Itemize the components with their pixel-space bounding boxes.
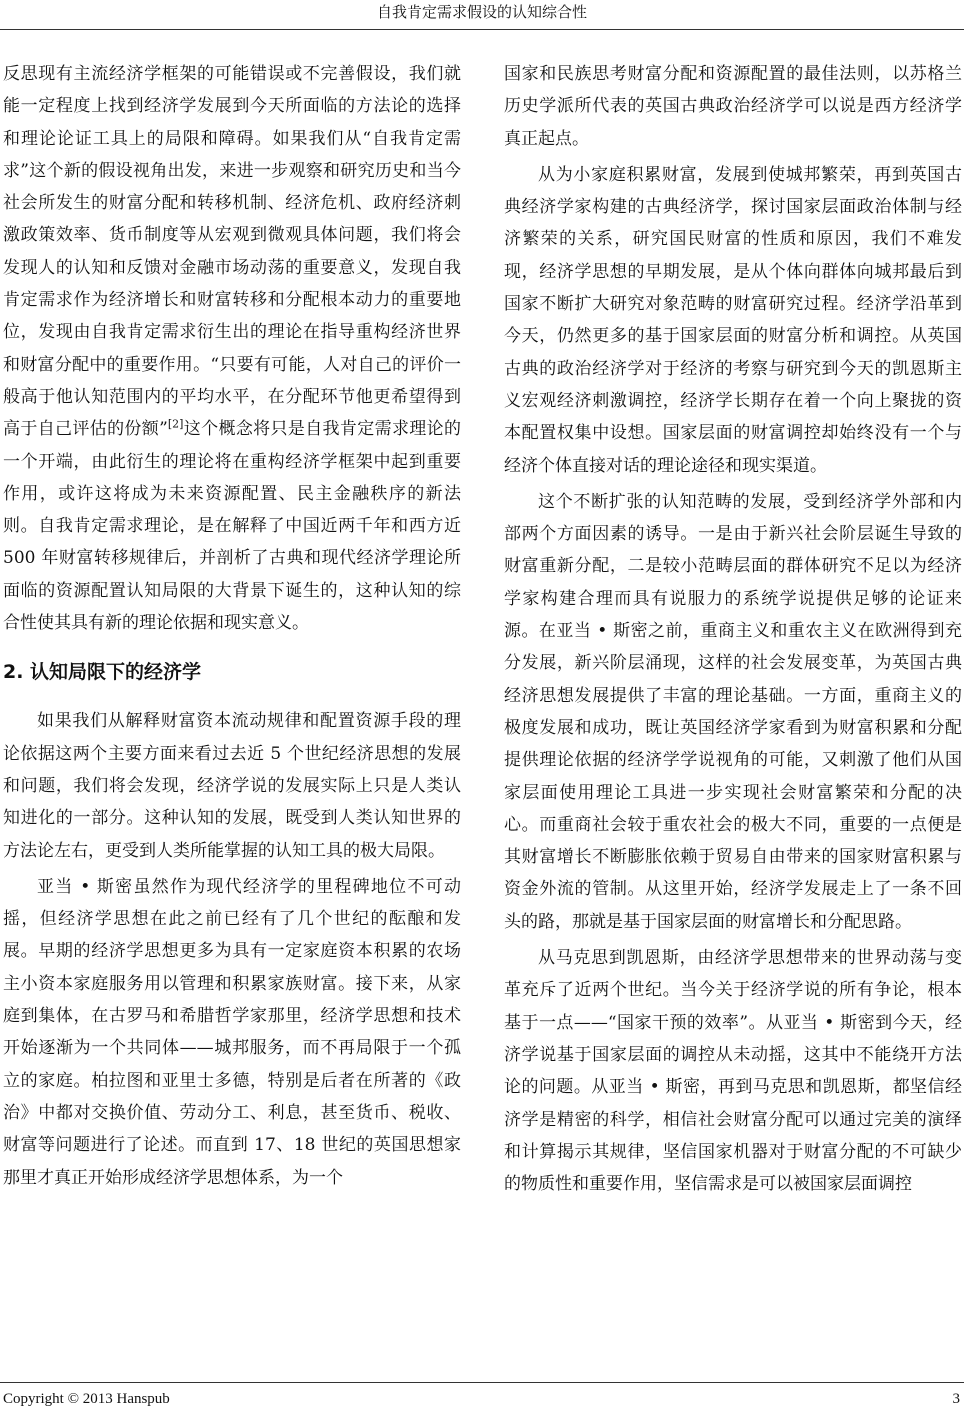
paragraph: 从为小家庭积累财富，发展到使城邦繁荣，再到英国古典经济学家构建的古典经济学，探讨国家层面政治体制与经济繁荣的关系，研究国民财富的性质和原因，我们不难发现，经济学思想的早期发展，是从个体向群体向城邦最后到国家不断扩大研究对象范畴的财富研究过程。经济学沿革到今天，仍然更多的基于国家层面的财富分析和调控。从英国古典的政治经济学对于经济的考察与研究到今天的凯恩斯主义宏观经济刺激调控，经济学长期存在着一个向上聚拢的资本配置权集中设想。国家层面的财富调控却始终没有一个与经济个体直接对话的理论途径和现实渠道。 [504,164,962,476]
paragraph-text: 这个概念将只是自我肯定需求理论的一个开端，由此衍生的理论将在重构经济学框架中起到重要作用，或许这将成为未来资源配置、民主金融秩序的新法则。自我肯定需求理论，是在解释了中国近两千年和西方近 500 年财富转移规律后，并剖析了古典和现代经济学理论所面临的资源配置认知局限的大背景下诞生的，这种认知的综合性使其具有新的理论依据和现实意义。 [3,419,461,634]
page-number: 3 [952,1391,960,1407]
paragraph: 国家和民族思考财富分配和资源配置的最佳法则，以苏格兰历史学派所代表的英国古典政治经济学可以说是西方经济学真正起点。 [504,64,962,149]
right-column [504,58,962,1370]
citation-ref: [2] [167,417,184,431]
left-column [3,58,461,1370]
copyright-notice: Copyright © 2013 Hanspub [3,1391,170,1407]
running-header-title: 自我肯定需求假设的认知综合性 [376,3,587,21]
paragraph-text: 反思现有主流经济学框架的可能错误或不完善假设，我们就能一定程度上找到经济学发展到今天所面临的方法论的选择和理论论证工具上的局限和障碍。如果我们从“自我肯定需求”这个新的假设视角出发，来进一步观察和研究历史和当今社会所发生的财富分配和转移机制、经济危机、政府经济刺激政策效率、货币制度等从宏观到微观具体问题，我们将会发现人的认知和反馈对金融市场动荡的重要意义，发现自我肯定需求作为经济增长和财富转移和分配根本动力的重要地位，发现由自我肯定需求衍生出的理论在指导重构经济世界和财富分配中的重要作用。“只要有可能，人对自己的评价一般高于他认知范围内的平均水平，在分配环节他更希望得到高于自己评估的份额” [3,64,461,440]
paragraph: 这个不断扩张的认知范畴的发展，受到经济学外部和内部两个方面因素的诱导。一是由于新兴社会阶层诞生导致的财富重新分配，二是较小范畴层面的群体研究不足以为经济学家构建合理而具有说服力的系统学说提供足够的论证来源。在亚当 • 斯密之前，重商主义和重农主义在欧洲得到充分发展，新兴阶层涌现，这样的社会发展变革，为英国古典经济思想发展提供了丰富的理论基础。一方面，重商主义的极度发展和成功，既让英国经济学家看到为财富积累和分配提供理论依据的经济学学说视角的可能，又刺激了他们从国家层面使用理论工具进一步实现社会财富繁荣和分配的决心。而重商社会较于重农社会的极大不同，重要的一点便是其财富增长不断膨胀依赖于贸易自由带来的国家财富积累与资金外流的管制。从这里开始，经济学发展走上了一条不回头的路，那就是基于国家层面的财富增长和分配思路。 [504,491,962,932]
paragraph [3,58,461,639]
section-heading: 2. 认知局限下的经济学 [3,661,202,684]
paragraph: 从马克思到凯恩斯，由经济学思想带来的世界动荡与变革充斥了近两个世纪。当今关于经济学说的所有争论，根本基于一点——“国家干预的效率”。从亚当 • 斯密到今天，经济学说基于国家层面的调控从未动摇，这其中不能绕开方法论的问题。从亚当 • 斯密，再到马克思和凯恩斯，都坚信经济学是精密的科学，相信社会财富分配可以通过完美的演绎和计算揭示其规律，坚信国家机器对于财富分配的不可缺少的物质性和重要作用，坚信需求是可以被国家层面调控 [504,948,962,1195]
running-header [0,0,964,30]
paragraph: 如果我们从解释财富资本流动规律和配置资源手段的理论依据这两个主要方面来看过去近 5 个世纪经济思想的发展和问题，我们将会发现，经济学说的发展实际上只是人类认知进化的一部分。这种认知的发展，既受到人类认知世界的方法论左右，更受到人类所能掌握的认知工具的极大局限。 [3,711,461,861]
page-footer [0,1382,964,1414]
paragraph: 亚当 • 斯密虽然作为现代经济学的里程碑地位不可动摇，但经济学思想在此之前已经有了几个世纪的酝酿和发展。早期的经济学思想更多为具有一定家庭资本积累的农场主小资本家庭服务用以管理和积累家族财富。接下来，从家庭到集体，在古罗马和希腊哲学家那里，经济学思想和技术开始逐渐为一个共同体——城邦服务，而不再局限于一个孤立的家庭。柏拉图和亚里士多德，特别是后者在所著的《政治》中都对交换价值、劳动分工、利息，甚至货币、税收、财富等问题进行了论述。而直到 17、18 世纪的英国思想家那里才真正开始形成经济学思想体系，为一个 [3,876,461,1188]
